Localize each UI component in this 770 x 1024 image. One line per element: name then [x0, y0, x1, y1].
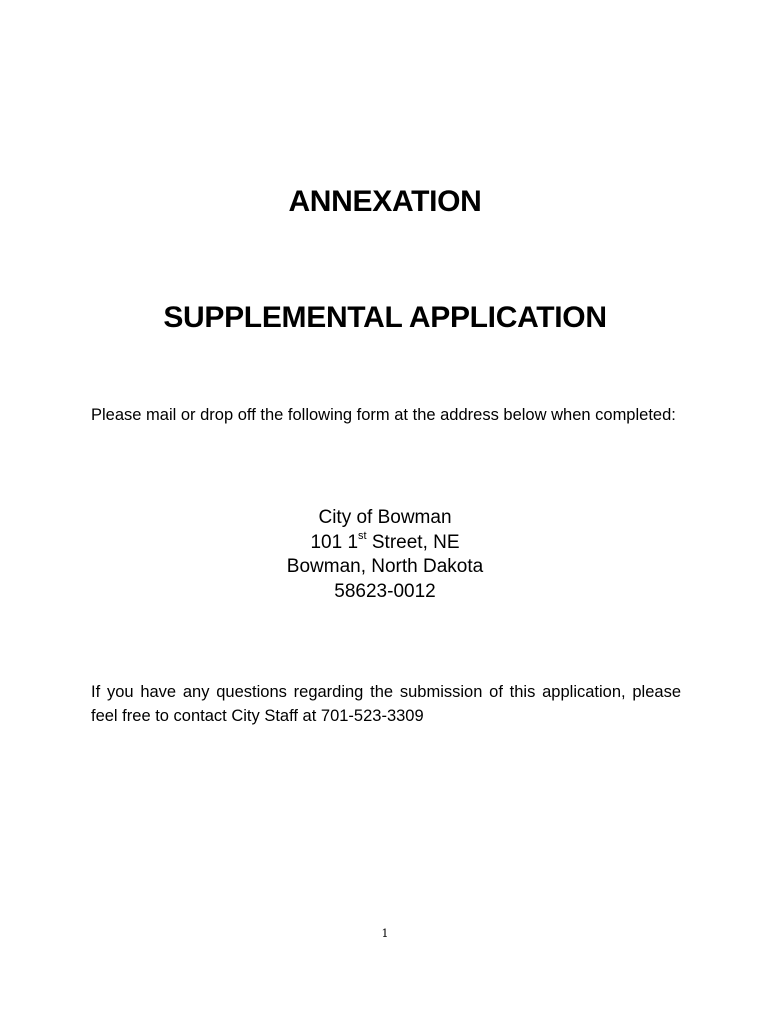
address-line-state: Bowman, North Dakota [286, 556, 484, 577]
mailing-instructions: Please mail or drop off the following form at the address below when completed: [91, 406, 676, 424]
address-line-zip: 58623-0012 [334, 580, 436, 602]
address-street-name: Street, NE [366, 531, 460, 553]
address-street-number: 101 1 [310, 531, 359, 553]
document-title: ANNEXATION [288, 185, 482, 218]
contact-note: If you have any questions regarding the submission of this application, please feel free to contact City Staff at 701-523-3309 [91, 683, 681, 725]
document-subtitle: SUPPLEMENTAL APPLICATION [163, 301, 607, 334]
address-line-street [0, 531, 770, 556]
address-street-ordinal: st [358, 530, 367, 543]
page-number: 1 [381, 927, 389, 940]
mailing-address [0, 506, 770, 604]
address-line-city: City of Bowman [318, 507, 452, 528]
